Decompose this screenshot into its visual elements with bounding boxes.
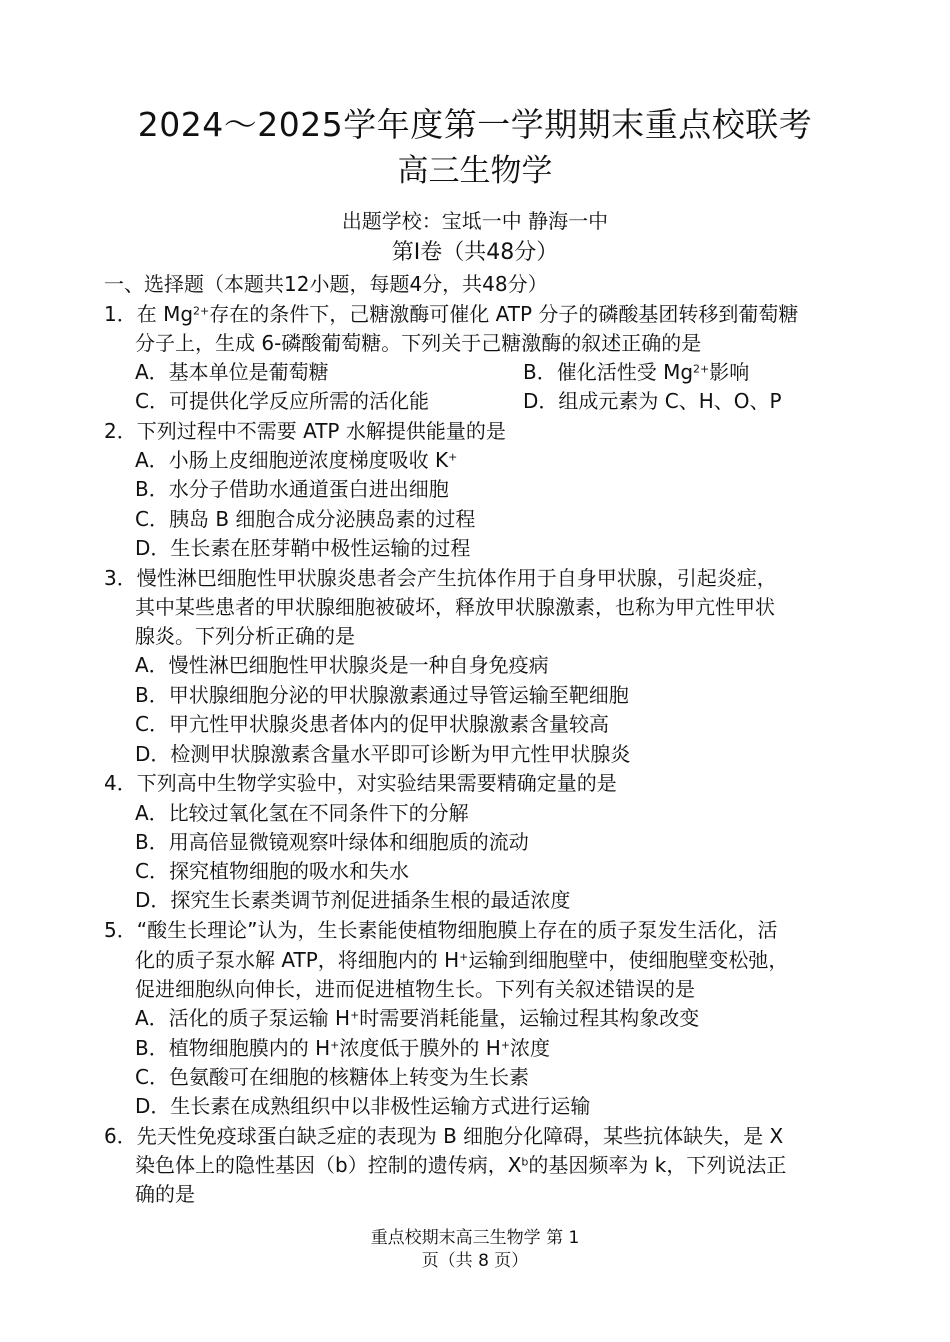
- question-6-stem-cont: 染色体上的隐性基因（b）控制的遗传病，$X^b$的基因频率为 k，下列说法正: [135, 1153, 787, 1177]
- q4-option-a: A．比较过氧化氢在不同条件下的分解: [135, 801, 469, 825]
- question-1-stem-cont: 分子上，生成 6-磷酸葡萄糖。下列关于己糖激酶的叙述正确的是: [135, 331, 702, 355]
- question-5-stem-cont: 化的质子泵水解 ATP，将细胞内的 H+运输到细胞壁中，使细胞壁变松弛，: [135, 948, 789, 972]
- question-6-stem-cont2: 确的是: [135, 1182, 195, 1206]
- q2-option-b: B．水分子借助水通道蛋白进出细胞: [135, 477, 449, 501]
- q5-option-a: A．活化的质子泵运输 H+时需要消耗能量，运输过程其构象改变: [135, 1006, 700, 1030]
- q1-option-d: D．组成元素为 C、H、O、P: [523, 389, 782, 413]
- question-3-stem-cont: 其中某些患者的甲状腺细胞被破坏，释放甲状腺激素，也称为甲亢性甲状: [135, 595, 775, 619]
- q1-option-a: A．基本单位是葡萄糖: [135, 360, 329, 384]
- page-footer: 重点校期末高三生物学 第 1: [370, 1228, 580, 1248]
- question-1-stem: 1．在 $Mg^{2+}$存在的条件下，己糖激酶可催化 ATP 分子的磷酸基团转移到葡萄糖: [104, 302, 799, 326]
- question-4-stem: 4．下列高中生物学实验中，对实验结果需要精确定量的是: [104, 771, 617, 795]
- question-3-stem: 3．慢性淋巴细胞性甲状腺炎患者会产生抗体作用于自身甲状腺，引起炎症，: [104, 566, 777, 590]
- q5-option-b: B．植物细胞膜内的 H+浓度低于膜外的 H+浓度: [135, 1036, 550, 1060]
- q3-option-c: C．甲亢性甲状腺炎患者体内的促甲状腺激素含量较高: [135, 712, 609, 736]
- q5-option-d: D．生长素在成熟组织中以非极性运输方式进行运输: [135, 1094, 591, 1118]
- q5-option-c: C．色氨酸可在细胞的核糖体上转变为生长素: [135, 1065, 529, 1089]
- q2-option-d: D．生长素在胚芽鞘中极性运输的过程: [135, 536, 471, 560]
- q4-option-c: C．探究植物细胞的吸水和失水: [135, 859, 409, 883]
- q3-option-b: B．甲状腺细胞分泌的甲状腺激素通过导管运输至靶细胞: [135, 683, 629, 707]
- question-2-stem: 2．下列过程中不需要 ATP 水解提供能量的是: [104, 419, 506, 443]
- q3-option-a: A．慢性淋巴细胞性甲状腺炎是一种自身免疫病: [135, 653, 549, 677]
- q4-option-d: D．探究生长素类调节剂促进插条生根的最适浓度: [135, 888, 571, 912]
- setter-schools: 出题学校：宝坻一中 静海一中: [341, 209, 609, 233]
- q1-option-c: C．可提供化学反应所需的活化能: [135, 389, 429, 413]
- q1-option-b: B．催化活性受 $Mg^{2+}$影响: [523, 360, 750, 384]
- exam-title: 2024～2025学年度第一学期期末重点校联考: [137, 105, 813, 144]
- question-5-stem: 5．“酸生长理论”认为，生长素能使植物细胞膜上存在的质子泵发生活化，活: [104, 918, 778, 942]
- q3-option-d: D．检测甲状腺激素含量水平即可诊断为甲亢性甲状腺炎: [135, 742, 631, 766]
- part-heading: 第Ⅰ卷（共48分）: [391, 240, 559, 265]
- section-heading: 一、选择题（本题共12小题，每题4分，共48分）: [104, 272, 548, 296]
- q2-option-a: A．小肠上皮细胞逆浓度梯度吸收 K+: [135, 448, 458, 472]
- question-6-stem: 6．先天性免疫球蛋白缺乏症的表现为 B 细胞分化障碍，某些抗体缺失，是 X: [104, 1124, 784, 1148]
- question-3-stem-cont2: 腺炎。下列分析正确的是: [135, 624, 355, 648]
- exam-subject: 高三生物学: [397, 153, 553, 189]
- q2-option-c: C．胰岛 B 细胞合成分泌胰岛素的过程: [135, 507, 476, 531]
- q4-option-b: B．用高倍显微镜观察叶绿体和细胞质的流动: [135, 830, 529, 854]
- question-5-stem-cont2: 促进细胞纵向伸长，进而促进植物生长。下列有关叙述错误的是: [135, 977, 695, 1001]
- page-footer-cont: 页（共 8 页）: [421, 1251, 529, 1271]
